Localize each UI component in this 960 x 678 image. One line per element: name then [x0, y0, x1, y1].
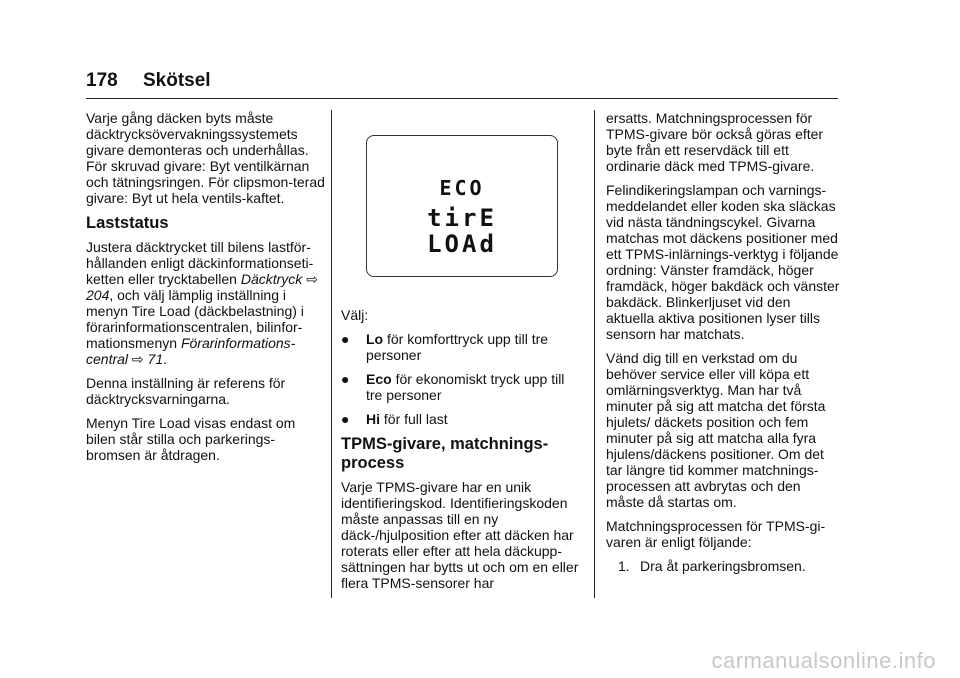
watermark: carmanualsonline.info — [711, 648, 936, 673]
page-header — [86, 70, 211, 92]
step-text: Dra åt parkeringsbromsen. — [640, 558, 806, 574]
procedure-step — [618, 558, 842, 574]
paragraph-procedure-intro: Matchningsprocessen för TPMS-gi-varen är enligt följande: — [606, 518, 826, 550]
option-key: Lo — [366, 331, 384, 347]
ref-dacktryck[interactable]: Däcktryck — [240, 271, 303, 287]
header-rule — [86, 98, 838, 99]
paragraph-load-adjust: Justera däcktrycket till bilens lastför-hållanden enligt däckinformationseti-ketten eller trycktabellen Däcktryck ⇨ 204, och välj lämplig inställning i menyn Tire Load (däckbelastning) i förarinformationscentralen, bilinfor-mationsmenyn Förarinformations-central ⇨ 71. — [86, 239, 318, 367]
option-key: Eco — [366, 371, 392, 387]
paragraph-tpms-intro: Varje TPMS-givare har en unik identifieringskod. Identifieringskoden måste anpassas till en ny däck-/hjulposition efter att däcken har roterats eller efter att hela däckupp-sättningen har bytts ut och om en eller flera TPMS-sensorer har — [341, 479, 579, 591]
option-key: Hi — [366, 411, 380, 427]
column-2 — [341, 110, 583, 599]
bullet-icon: ● — [341, 331, 350, 347]
page-number: 178 — [86, 70, 118, 91]
lcd-line-tire: tirE — [427, 204, 497, 232]
list-item: ● Lo för komforttryck upp till tre personer — [341, 331, 549, 363]
column-divider-2 — [594, 110, 595, 598]
column-divider-1 — [331, 110, 332, 598]
ref-page-71[interactable]: 71 — [147, 351, 164, 367]
heading-tpms: TPMS-givare, matchnings-process — [341, 435, 549, 472]
paragraph-menu-visibility: Menyn Tire Load visas endast om bilen står stilla och parkerings-bromsen är åtdragen. — [86, 415, 296, 463]
heading-laststatus: Laststatus — [86, 214, 169, 232]
bullet-icon: ● — [341, 371, 350, 387]
paragraph-reference: Denna inställning är referens för däcktrycksvarningarna. — [86, 375, 286, 407]
list-item: ● Hi för full last — [341, 411, 448, 427]
select-label: Välj: — [341, 307, 369, 323]
bullet-icon: ● — [341, 411, 350, 427]
column-1 — [86, 110, 326, 471]
ref-page-204[interactable]: 204 — [86, 287, 110, 303]
lcd-line-load: LOAd — [427, 230, 497, 258]
paragraph-sensor-service: Varje gång däcken byts måste däcktrycksövervakningssystemets givare demonteras och underhållas. För skruvad givare: Byt ventilkärnan och tätningsringen. För clipsmon-terad givare: Byt ut hela ventils-kaftet. — [86, 110, 325, 206]
list-item: ● Eco för ekonomiskt tryck upp till tre personer — [341, 371, 565, 403]
paragraph-workshop: Vänd dig till en verkstad om du behöver service eller vill köpa ett omlärningsverktyg. Man har två minuter på sig att matcha det första hjulets/ däckets position och fem minuter på sig att matcha alla fyra hjulens/däckens positioner. Om det tar längre tid kommer matchnings-processen att avbrytas och den måste då startas om. — [606, 350, 826, 510]
lcd-line-eco: ECO — [439, 176, 485, 200]
ref-forarinformation[interactable]: Förarinformations-central — [86, 335, 296, 367]
lcd-display-figure — [366, 135, 558, 277]
paragraph-matching-order: Felindikeringslampan och varnings-meddelandet eller koden ska släckas vid nästa tändningscykel. Givarna matchas mot däckens positioner med ett TPMS-inlärnings-verktyg i följande ordning: Vänster framdäck, höger framdäck, höger bakdäck och vänster bakdäck. Blinkerljuset vid den aktuella aktiva positionen lyser tills sensorn har matchats. — [606, 182, 840, 342]
column-3 — [606, 110, 842, 582]
page-ref-arrow-icon: ⇨ — [131, 351, 144, 367]
page-ref-arrow-icon: ⇨ — [306, 271, 318, 287]
paragraph-tpms-continued: ersatts. Matchningsprocessen för TPMS-givare bör också göras efter byte från ett reservdäck till ett ordinarie däck med TPMS-givare. — [606, 110, 824, 174]
chapter-title: Skötsel — [142, 70, 211, 91]
step-number: 1. — [618, 558, 630, 574]
